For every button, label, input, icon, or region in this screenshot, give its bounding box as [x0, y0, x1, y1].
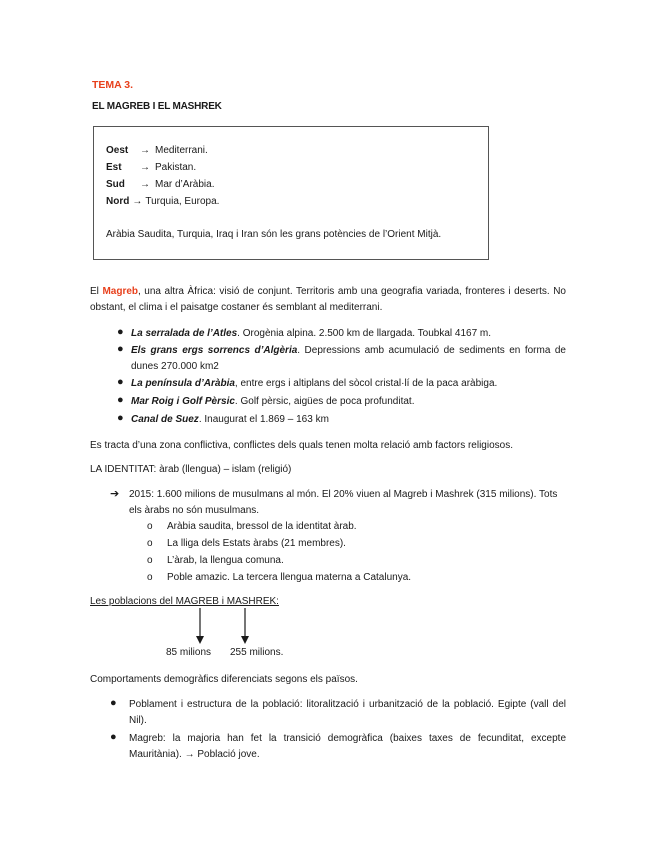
bullet-icon: ●: [117, 412, 124, 424]
feature-text: . Golf pèrsic, aigües de poca profunditat.: [234, 396, 415, 407]
list-item: [131, 343, 566, 375]
border-value: Turquia, Europa.: [145, 196, 220, 207]
population-arrows: [190, 606, 260, 646]
conflict-paragraph: Es tracta d’una zona conflictiva, conflictes dels quals tenen molta relació amb factors religiosos.: [90, 440, 513, 451]
border-value: Mediterrani.: [155, 145, 208, 156]
list-item: La lliga dels Estats àrabs (21 membres).: [167, 538, 346, 549]
bullet-icon: ●: [110, 697, 117, 709]
identity-paragraph: LA IDENTITAT: àrab (llengua) – islam (religió): [90, 464, 292, 475]
bullet-icon: ●: [117, 376, 124, 388]
arrow-right-icon: →: [140, 162, 150, 173]
bullet-icon: ●: [117, 343, 124, 355]
feature-term: Els grans ergs sorrencs d’Algèria: [131, 345, 298, 356]
circle-bullet-icon: o: [147, 572, 153, 583]
topic-title: TEMA 3.: [92, 79, 134, 91]
arrow-right-icon: →: [140, 179, 150, 190]
powers-note: Aràbia Saudita, Turquia, Iraq i Iran són les grans potències de l’Orient Mitjà.: [106, 229, 442, 240]
bullet-icon: ●: [117, 394, 124, 406]
border-key: Oest: [106, 145, 129, 156]
border-key: Sud: [106, 179, 125, 190]
feature-text: . Orogènia alpina. 2.500 km de llargada. Toubkal 4167 m.: [237, 328, 492, 339]
circle-bullet-icon: o: [147, 538, 153, 549]
maghreb-highlight: Magreb: [102, 286, 138, 297]
intro-pre: El: [90, 286, 103, 297]
feature-text: . Depressions amb acumulació de sediments en forma de dunes 270.000 km2: [131, 345, 566, 372]
border-row-south: [106, 179, 214, 190]
border-key: Est: [106, 162, 122, 173]
circle-bullet-icon: o: [147, 555, 153, 566]
border-value: Pakistan.: [155, 162, 197, 173]
bullet-icon: ●: [117, 326, 124, 338]
list-item: [131, 412, 566, 428]
mashrek-population: 255 milions.: [230, 647, 284, 658]
list-item: [131, 376, 566, 392]
border-row-east: [106, 162, 196, 173]
feature-term: La serralada de l’Atles: [131, 328, 238, 339]
maghreb-population: 85 milions: [166, 647, 212, 658]
arrow-right-icon: →: [132, 196, 143, 207]
circle-bullet-icon: o: [147, 521, 153, 532]
border-value: Mar d’Aràbia.: [155, 179, 215, 190]
muslims-paragraph: 2015: 1.600 milions de musulmans al món. El 20% viuen al Magreb i Mashrek (315 milions). Tots els àrabs no són musulmans.: [129, 489, 558, 516]
list-item: L’àrab, la llengua comuna.: [167, 555, 284, 566]
border-row-north: [106, 196, 219, 207]
feature-text: , entre ergs i altiplans del sòcol cristal·lí de la paca aràbiga.: [234, 378, 498, 389]
arrow-down-icon: [196, 608, 204, 644]
arrow-right-icon: →: [140, 145, 150, 156]
feature-term: Canal de Suez: [131, 414, 199, 425]
arrow-right-icon: ➔: [110, 488, 120, 500]
borders-box: [93, 126, 489, 260]
populations-heading: Les poblacions del MAGREB i MASHREK:: [90, 596, 279, 607]
list-item: Aràbia saudita, bressol de la identitat àrab.: [167, 521, 357, 532]
bullet-icon: ●: [110, 731, 117, 743]
intro-post: , una altra Àfrica: visió de conjunt. Territoris amb una geografia variada, fronteres i deserts. No obstant, el clima i el paisatge costaner és semblant al mediterrani.: [90, 286, 566, 313]
topic-subtitle: EL MAGREB I EL MASHREK: [92, 101, 222, 112]
list-item: Poble amazic. La tercera llengua materna a Catalunya.: [167, 572, 412, 583]
demography-heading: Comportaments demogràfics diferenciats segons els països.: [90, 674, 358, 685]
arrow-down-icon: [241, 608, 249, 644]
border-key: Nord: [106, 196, 130, 207]
list-item: Poblament i estructura de la població: litoralització i urbanització de la població. Egipte (vall del Nil).: [129, 699, 566, 726]
list-item: [131, 394, 566, 410]
border-row-west: [106, 145, 208, 156]
feature-term: La península d’Aràbia: [131, 378, 235, 389]
list-item: [131, 326, 566, 342]
feature-term: Mar Roig i Golf Pèrsic: [131, 396, 235, 407]
feature-text: . Inaugurat el 1.869 – 163 km: [198, 414, 329, 425]
intro-paragraph: [90, 284, 566, 316]
list-item: Magreb: la majoria han fet la transició demogràfica (baixes taxes de fecunditat, excepte Mauritània). → Població jove.: [129, 733, 566, 760]
